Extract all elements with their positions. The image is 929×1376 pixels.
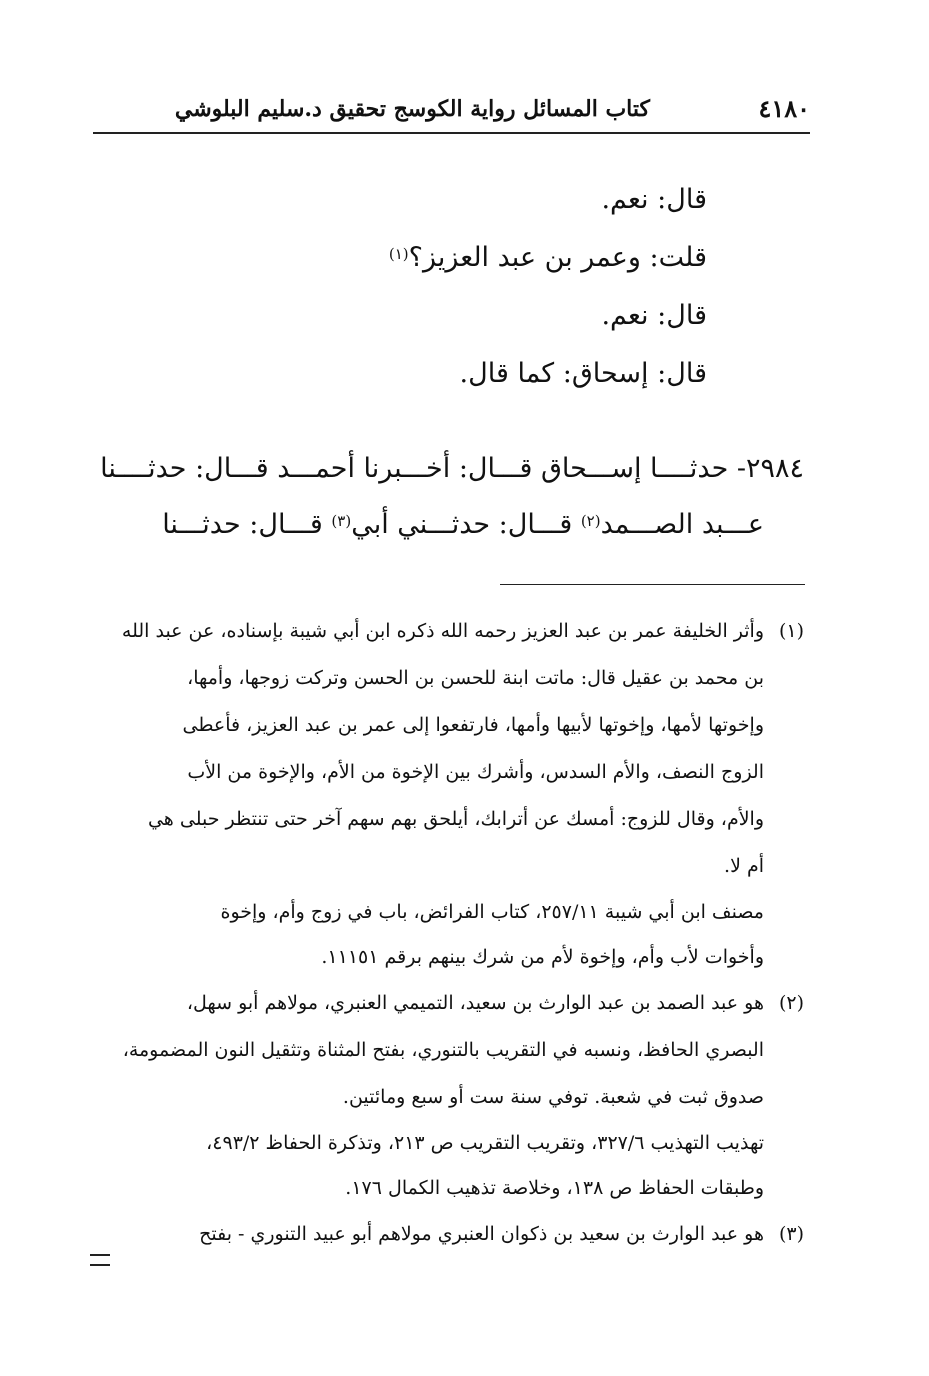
footnote-line: أم لا.	[724, 855, 764, 877]
footnote-line: هو عبد الوارث بن سعيد بن ذكوان العنبري مولاهم أبو عبيد التنوري - بفتح	[199, 1223, 764, 1245]
footnote-line: وطبقات الحفاظ ص ١٣٨، وخلاصة تذهيب الكمال ١٧٦.	[345, 1177, 764, 1199]
page-number: ٤١٨٠	[758, 94, 810, 123]
footnote-line: وأثر الخليفة عمر بن عبد العزيز رحمه الله ذكره ابن أبي شيبة بإسناده، عن عبد الله	[121, 620, 764, 642]
dialogue-line: قال: نعم.	[601, 184, 707, 215]
footnote-2	[84, 980, 804, 1121]
footnote-1-source	[84, 890, 804, 980]
continuation-mark	[90, 1254, 110, 1266]
hadith-line: عـــبد الصـــمد$^{(٢)}$ قـــال: حدثـــني أبي$^{(٣)}$ قـــال: حدثـــنا	[162, 509, 764, 540]
footnote-line: البصري الحافظ، ونسبه في التقريب بالتنوري، بفتح المثناة وتثقيل النون المضمومة،	[122, 1039, 764, 1061]
footnote-line: وإخوتها لأمها، وإخوتها لأبيها وأمها، فارتفعوا إلى عمر بن عبد العزيز، فأعطى	[182, 714, 764, 736]
footnote-ref[interactable]: (١)	[388, 245, 409, 263]
footnote-line: تهذيب التهذيب ٣٢٧/٦، وتقريب التقريب ص ٢١٣، وتذكرة الحفاظ ٤٩٣/٢،	[206, 1132, 764, 1154]
footnote-2-source	[84, 1121, 804, 1211]
footnote-line: بن محمد بن عقيل قال: ماتت ابنة للحسن بن الحسن وتركت زوجها، وأمها،	[187, 667, 764, 689]
footnote-1	[84, 608, 804, 890]
footnote-marker: (٣)	[778, 1223, 804, 1245]
footnote-line: والأم، وقال للزوج: أمسك عن أترابك، أيلحق بهم سهم آخر حتى تنتظر حبلى هي	[147, 808, 764, 830]
page-header	[93, 92, 810, 134]
dialogue-block	[147, 178, 707, 410]
footnote-marker: (١)	[778, 620, 804, 642]
dialogue-line: قلت: وعمر بن عبد العزيز؟$^{(١)}$	[388, 242, 707, 273]
footnote-line: وأخوات لأب وأم، وإخوة لأم من شرك بينهم برقم ١١١٥١.	[321, 946, 764, 968]
footnote-line: هو عبد الصمد بن عبد الوارث بن سعيد، التميمي العنبري، مولاهم أبو سهل،	[186, 992, 764, 1014]
footnote-3	[84, 1211, 804, 1258]
footnote-marker: (٢)	[778, 992, 804, 1014]
footnote-line: مصنف ابن أبي شيبة ٢٥٧/١١، كتاب الفرائض، باب في زوج وأم، وإخوة	[220, 901, 764, 923]
footnote-ref[interactable]: (٣)	[331, 512, 352, 530]
dialogue-line: قال: نعم.	[601, 300, 707, 331]
footnote-line: صدوق ثبت في شعبة. توفي سنة ست أو سبع ومائتين.	[342, 1086, 764, 1108]
footnote-separator	[500, 584, 805, 585]
dialogue-line: قال: إسحاق: كما قال.	[459, 358, 707, 389]
footnote-line: الزوج النصف، والأم السدس، وأشرك بين الإخوة من الأم، والإخوة من الأب	[187, 761, 764, 783]
footnote-ref[interactable]: (٢)	[580, 512, 601, 530]
footnotes	[84, 608, 804, 1258]
hadith-line: ٢٩٨٤- حدثــــا إســـحاق قـــال: أخـــبرنا أحمـــد قـــال: حدثــــنا	[100, 453, 804, 484]
running-title: كتاب المسائل رواية الكوسج تحقيق د.سليم البلوشي	[174, 96, 650, 122]
hadith-entry	[100, 447, 804, 547]
